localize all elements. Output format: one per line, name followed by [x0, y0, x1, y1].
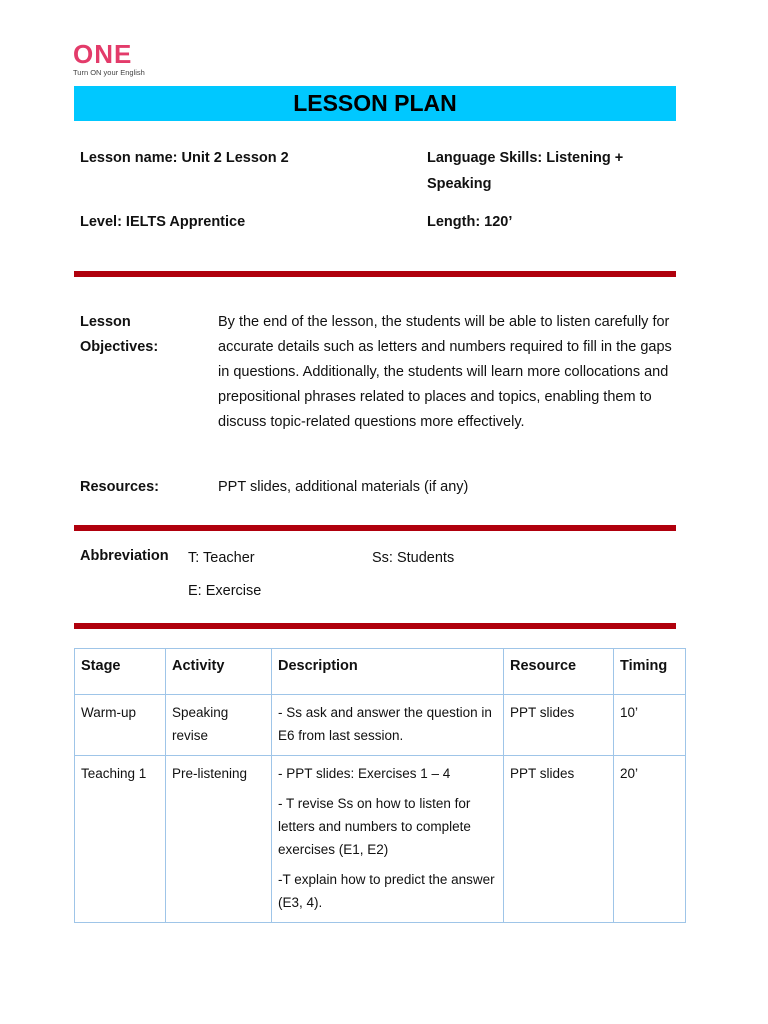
- column-header-activity: Activity: [166, 649, 272, 695]
- column-header-stage: Stage: [75, 649, 166, 695]
- cell-activity: Pre-listening: [166, 756, 272, 923]
- objectives-label: Lesson Objectives:: [80, 314, 159, 355]
- cell-description: [272, 756, 504, 923]
- length: Length: 120’: [427, 214, 513, 230]
- level: Level: IELTS Apprentice: [80, 214, 246, 230]
- logo-tagline: Turn ON your English: [73, 68, 145, 77]
- divider-rule: [74, 271, 676, 277]
- table-header-row: [75, 649, 686, 695]
- table-row: [75, 756, 686, 923]
- resources-text: PPT slides, additional materials (if any): [218, 479, 469, 495]
- cell-resource: PPT slides: [504, 695, 614, 756]
- logo-wordmark: ONE: [73, 39, 133, 69]
- cell-activity: Speaking revise: [166, 695, 272, 756]
- abbreviation-label: Abbreviation: [80, 548, 169, 564]
- divider-rule: [74, 525, 676, 531]
- brand-logo: [73, 40, 153, 80]
- divider-rule: [74, 623, 676, 629]
- abbreviation-teacher: T: Teacher: [188, 550, 255, 566]
- cell-resource: PPT slides: [504, 756, 614, 923]
- column-header-description: Description: [272, 649, 504, 695]
- abbreviation-exercise: E: Exercise: [188, 583, 262, 599]
- description-line: - PPT slides: Exercises 1 – 4: [278, 766, 451, 781]
- table-row: [75, 695, 686, 756]
- language-skills: Language Skills: Listening + Speaking: [427, 150, 624, 192]
- lesson-name: Lesson name: Unit 2 Lesson 2: [80, 150, 289, 166]
- title-banner: [74, 86, 676, 121]
- objectives-text: By the end of the lesson, the students will be able to listen carefully for accurate details such as letters and numbers required to fill in the gaps in questions. Additionally, the students will learn more collocations and prepositional phrases related to places and topics, enabling them to discuss topic-related questions more effectively.: [218, 314, 672, 430]
- description-line: -T explain how to predict the answer (E3, 4).: [278, 872, 495, 910]
- cell-timing: 10’: [614, 695, 686, 756]
- lesson-table: [74, 648, 686, 923]
- cell-description: [272, 695, 504, 756]
- description-line: - Ss ask and answer the question in E6 from last session.: [278, 705, 492, 743]
- cell-stage: Warm-up: [75, 695, 166, 756]
- resources-label: Resources:: [80, 479, 159, 495]
- cell-stage: Teaching 1: [75, 756, 166, 923]
- column-header-timing: Timing: [614, 649, 686, 695]
- page-title: LESSON PLAN: [293, 90, 457, 116]
- abbreviation-students: Ss: Students: [372, 550, 455, 566]
- column-header-resource: Resource: [504, 649, 614, 695]
- cell-timing: 20’: [614, 756, 686, 923]
- description-line: - T revise Ss on how to listen for letters and numbers to complete exercises (E1, E2): [278, 796, 471, 857]
